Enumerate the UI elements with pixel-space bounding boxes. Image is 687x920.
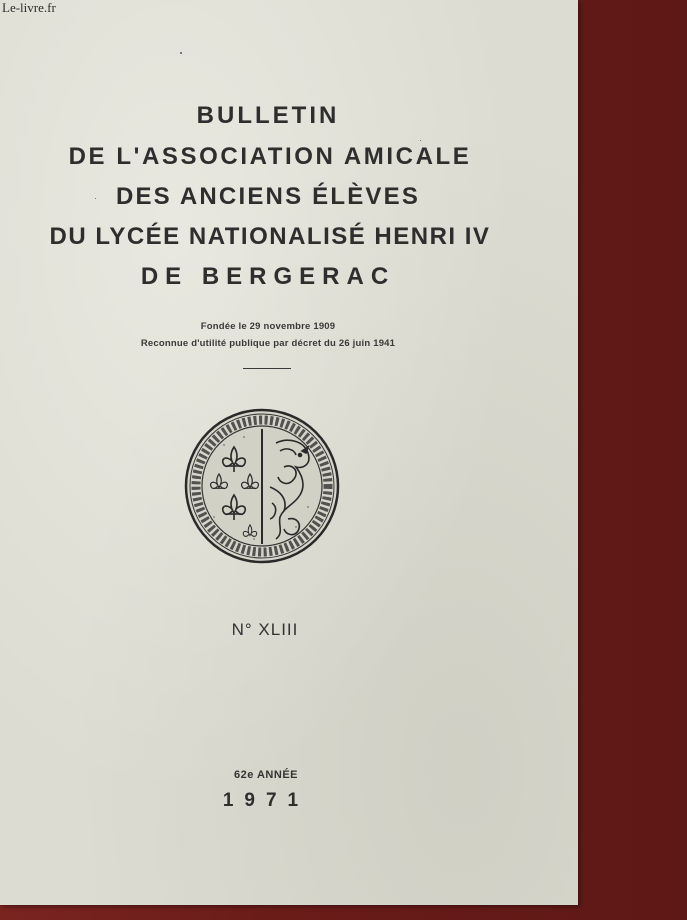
paper-speck — [180, 52, 182, 54]
founded-text: Fondée le 29 novembre 1909 — [200, 321, 336, 332]
title-line-2: DE L'ASSOCIATION AMICALE — [68, 143, 472, 170]
paper-speck — [420, 140, 421, 141]
title-line-1: BULLETIN — [196, 102, 340, 129]
issue-number: N° XLIII — [231, 620, 299, 639]
year-label: 62e ANNÉE — [233, 769, 298, 781]
watermark-text: Le-livre.fr — [2, 0, 56, 15]
publication-year: 1971 — [222, 790, 310, 811]
paper-speck — [95, 198, 96, 199]
title-line-5: DE BERGERAC — [140, 263, 396, 290]
title-line-3: DES ANCIENS ÉLÈVES — [115, 183, 421, 210]
recognition-text: Reconnue d'utilité publique par décret du 26 juin 1941 — [140, 338, 396, 349]
coat-of-arms-seal-icon — [184, 407, 340, 565]
divider-rule — [243, 368, 291, 369]
title-line-4: DU LYCÉE NATIONALISÉ HENRI IV — [49, 223, 491, 250]
